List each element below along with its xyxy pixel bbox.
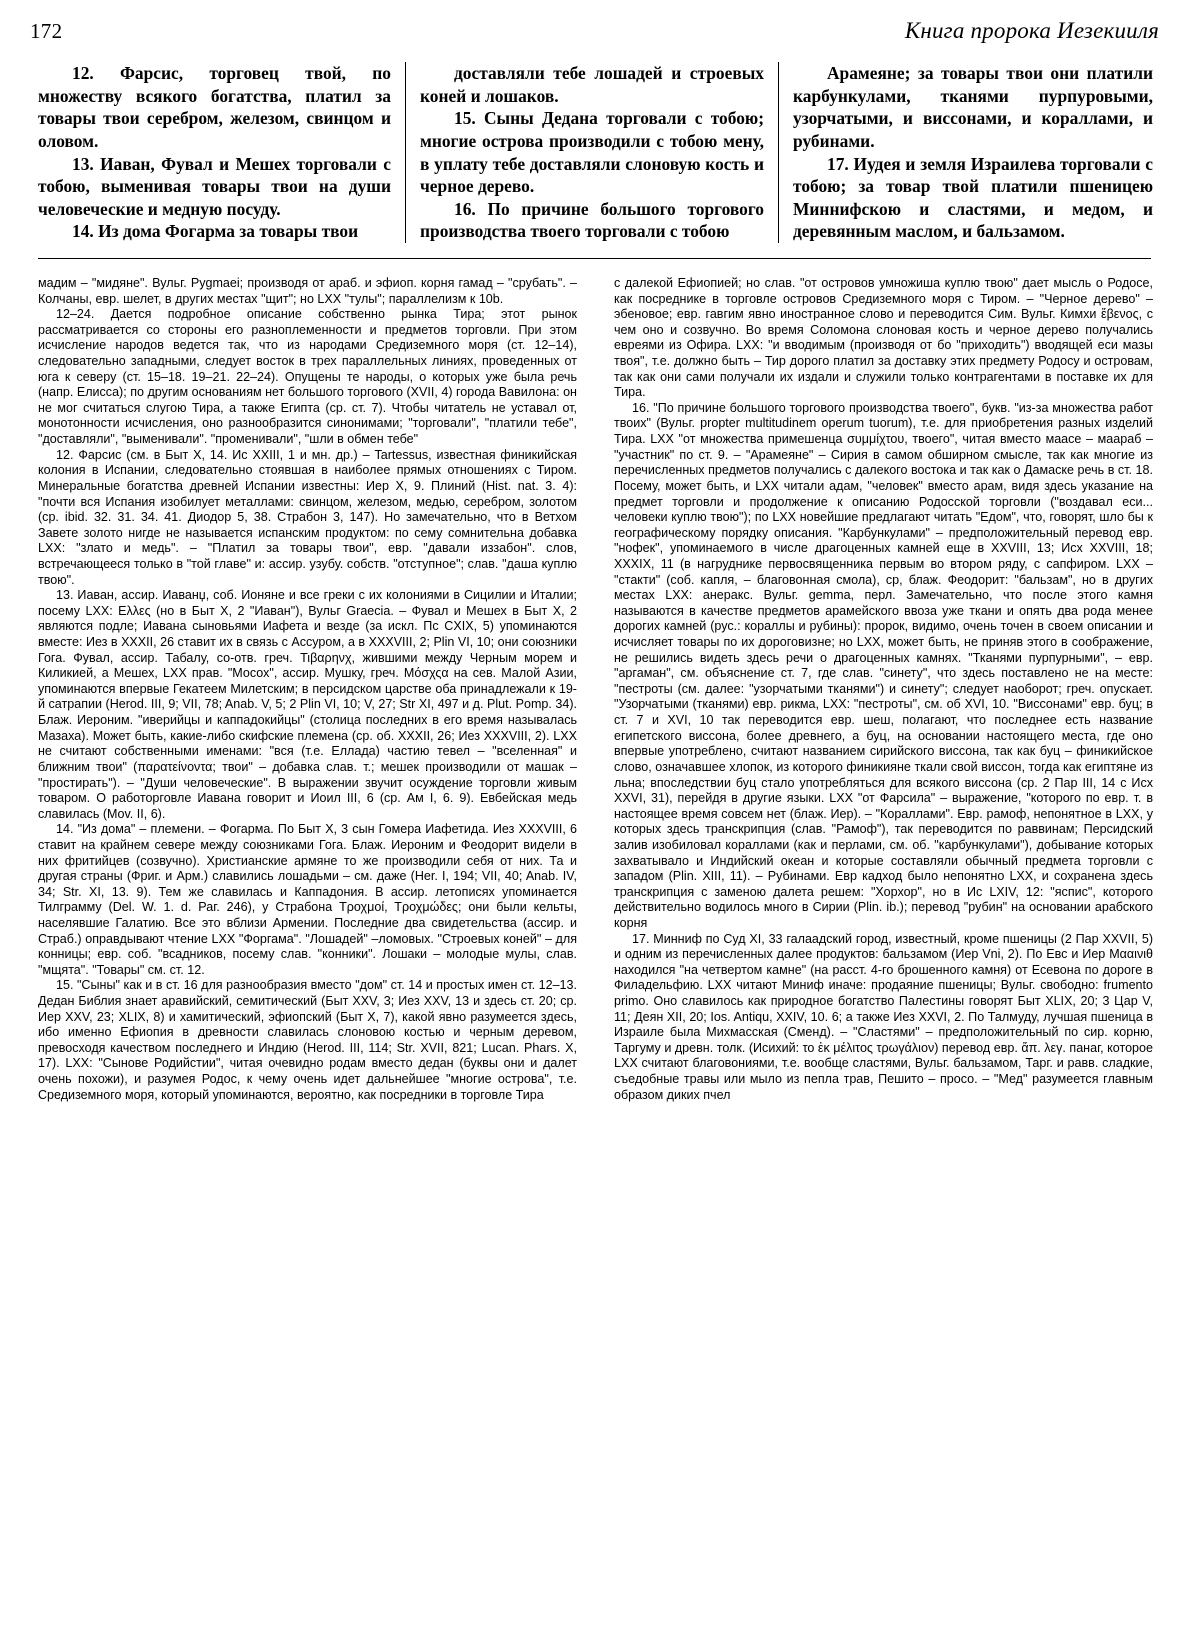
scripture-verse: 12. Фарсис, торговец твой, по множеству всякого богатства, платил за товары твои серебром, железом, свинцом и оловом.: [38, 63, 391, 151]
scripture-verse: 17. Иудея и земля Израилева торговали с тобою; за товар твой платили пшеницею Миннифскою и сластями, и медом, и деревянным маслом, и бальзамом.: [793, 153, 1153, 242]
scripture-verse: доставляли тебе лошадей и строевых коней и лошаков.: [420, 63, 764, 106]
commentary-paragraph: 15. "Сыны" как и в ст. 16 для разнообразия вместо "дом" ст. 14 и простых имен ст. 12–13. Дедан Библия знает аравийский, семитический (Быт XXV, 3; Иез XXV, 13 и здесь ст. 20; ср. Иер XXV, 23; XLIX, 8) и хамитический, эфиопский (Быт X, 7), какой явно разумеется здесь, ибо именно Ефиопия в древности славилась слоновою костью и черным деревом, превосходя качеством последнего и Индию (Herod. III, 114; Str. XVII, 821; Lucan. Phars. X, 17). LXX: "Сынове Родийстии", читая очевидно родам вместо дедан (буквы они и далет очень похожи), и разумея Родос, к чему очень идет дальнейшее "многие острова", т.е. Средиземного моря, который упоминаются, вероятно, как посредники в торговле Тира: [38, 978, 577, 1102]
commentary-paragraph: 17. Минниф по Суд XI, 33 галаадский город, известный, кроме пшеницы (2 Пар XXVII, 5) и одним из перечисленных далее продуктов: бальзамом (Иер Vni, 2). По Евс и Иер Μααινιθ находился "на четвертом камне" (на расст. 4-го брошенного камня) от Есевона по дороге в Филадельфию. LXX читают Миниф иначе: продаяние пшеницы; Вульг. свободно: frumento primo. Оно славилось как природное богатство Палестины говорят Быт XLIX, 20; 3 Цар V, 11; Деян XII, 20; Ios. Antiqu, XXIV, 10. 6; а также Иез XXVI, 2. По Талмуду, лучшая пшеница в Израиле была Михмасская (Сменд). – "Сластями" – предположительный по сир. корню, Таргуму и древн. толк. (Исихий: το ἐκ μέλιτος τρωγάλιον) перевод евр. ἅπ. λεγ. панаг, которое LXX считают благовониями, т.е. вообще сластями, Вульг. бальзамом, Тарг. и равв. сладкие, съедобные травы или мыло из пепла трав, Пешито – просо. – "Мед" разумеется главным образом диких пчел: [614, 931, 1153, 1102]
commentary-paragraph: 14. "Из дома" – племени. – Фогарма. По Быт X, 3 сын Гомера Иафетида. Иез XXXVIII, 6 ставит на крайнем севере между союзниками Гога. Блаж. Иероним и Феодорит видели в них фритийцев (созвучно). Христианские армяне то же производили себя от них. Та и другая страны (Фриг. и Арм.) славились лошадьми – см. даже (Her. I, 194; VII, 40; Anab. IV, 34; Str. XI, 13. 9). Тем же славилась и Каппадония. В ассир. летописях упоминается Тилграмму (Del. W. 1. d. Раг. 246), у Страбона Τροχμοί, Τροχμώδες; они были кельты, населявшие Галатию. Все это вблизи Армении. Последние два свидетельства (ассир. и Страб.) оправдывают чтение LXX "Форгама". "Лошадей" –ломовых. "Строевых коней" – для конницы; евр. соб. "всадников, посему слав. "конники". Лошаки – молодые мулы, слав. "мщята". "Товары" см. ст. 12.: [38, 822, 577, 977]
scripture-column-3: [779, 62, 1153, 243]
scripture-column-2: [405, 62, 779, 243]
commentary-block: [38, 276, 1153, 1103]
book-title: Книга пророка Иезекииля: [904, 18, 1159, 43]
scripture-column-1: [38, 62, 405, 243]
commentary-paragraph: 12–24. Дается подробное описание собственно рынка Тира; этот рынок рассматривается со стороны его разноплеменности и предметов торговли. При этом исчисление народов ведется так, что из народами Средиземного моря (ст. 12–14), следовательно западными, следует восток в трех параллельных линиях, проведенных от юга к северу (ст. 15–18. 19–21. 22–24). Опущены те народы, о которых уже была речь (напр. Елисса); по другим основаниям нет большого торгового (XVII, 4) города Вавилона: он не мог считаться слугою Тира, а также Египта (ср. ст. 7). Чтобы читатель не уставал от, монотонности исчисления, оно разнообразится синонимами; "торговали", "платили тебе", "доставляли", "выменивали". "променивали", "шли в обмен тебе": [38, 307, 577, 447]
commentary-paragraph: 12. Фарсис (см. в Быт X, 14. Ис XXIII, 1 и мн. др.) – Tartessus, известная финикийская колония в Испании, следовательно стоявшая в наиболее прямых отношениях с Тиром. Минеральные богатства древней Испании известны: Иер X, 9. Плиний (Hist. nat. 3. 4): "почти вся Испания изобилует металлами: свинцом, железом, медью, серебром, золотом (ср. ibid. 32. 31. 34. 41. Диодор 5, 38. Страбон 3, 147). Но замечательно, что в Ветхом Завете золото нигде не называется испанским продуктом: по сему сомнительна добавка LXX: "злато и медь". – "Платил за товары твои", евр. "давали иззабон". слов, встречающееся только в "той главе" и: ассир. узубу. собств. "отступное"; слав. "даша куплю твою".: [38, 447, 577, 587]
scripture-block: [38, 62, 1153, 243]
scripture-verse: 15. Сыны Дедана торговали с тобою; многие острова производили с тобою мену, в уплату тебе доставляли слоновую кость и черное дерево.: [420, 108, 764, 197]
scripture-verse: 14. Из дома Фогарма за товары твои: [72, 221, 359, 242]
scripture-verse: Арамеяне; за товары твои они платили карбункулами, тканями пурпуровыми, узорчатыми, и виссонами, и кораллами, и рубинами.: [793, 63, 1153, 151]
commentary-paragraph: 13. Иаван, ассир. Иаванџ, соб. Ионяне и все греки с их колониями в Сицилии и Италии; посему LXX: Ελλες (но в Быт X, 2 "Иаван"), Вульг Graecia. – Фувал и Мешех в Быт X, 2 являются подле; Иавана сыновьями Иафета и везде (за искл. Пс CXIX, 5) упоминаются вместе: Иез в XXXII, 26 ставит их в связь с Ассуром, а в XXXVIII, 2; Plin VI, 10; они союзники Гога. Фувал, ассир. Табалу, со-отв. греч. Τιβαρηνχ, жившими между Черным морем и Киликией, а Мешех, LXX прав. "Мосох", ассир. Мушку, греч. Μόσχςα на сев. Малой Азии, упоминаются впервые Гекатеем Милетским; в персидском царстве оба принадлежали к 19-й сатрапии (Herod. III, 9; VII, 78; Anab. V, 5; 2 Plin VI, 10; V, 27; Str XI, 497 и д. Plut. Pomp. 34). Блаж. Иероним. "иверийцы и каппадокийцы" (столица последних в его время называлась Мазаха). Может быть, какие-либо скифские племена (ср. об. XXXII, 26; Иез XXXVIII, 2). LXX не считают собственными именами: "вся (т.е. Еллада) частию тевел – "вселенная" и ближним твои" (παρατείνοντα; твои" – добавка слав. т.; мешек производили от машак – "простирать"). – "Души человеческие". В выражении звучит осуждение торговли живым товаром. О работорговле Иавана говорит и Иоил III, 6 (ср. Ам I, 6. 9). Евбейская медь славилась (Mov. II, 6).: [38, 588, 577, 821]
running-head: [30, 18, 1159, 44]
commentary-column-right: [614, 276, 1153, 1103]
commentary-paragraph: мадим – "мидяне". Вульг. Pygmaei; производя от араб. и эфиоп. корня гамад – "срубать". – Колчаны, евр. шелет, в других местах "щит"; но LXX "тулы"; параллелизм к 10b.: [38, 276, 577, 306]
scripture-verse: 16. По причине большого торгового производства твоего торговали с тобою: [420, 198, 764, 242]
scripture-verse: 13. Иаван, Фувал и Мешех торговали с тобою, выменивая товары твои на души человеческие и медную посуду.: [38, 153, 391, 219]
commentary-column-left: [38, 276, 577, 1103]
commentary-paragraph: 16. "По причине большого торгового производства твоего", букв. "из-за множества работ твоих" (Вульг. propter multitudinem operum tuorum), т.е. для приобретения разных изделий Тира. LXX "от множества примешенца συμμίχτου, твоего", читая вместо маасе – маараб – "участник" по ст. 9. – "Арамеяне" – Сирия в самом обширном смысле, так как многие из перечисленных предметов получались с далекого востока и так как о Дамаске речь в ст. 18. Посему, может быть, и LXX читали адам, "человек" вместо арам, видя здесь указание на предмет торговли и продолжение к описанию Родосской торговли ("воздавал еси... человеки куплю твою"); по LXX новейшие предлагают читать "Едом", что, говорят, шло бы к географическому порядку описания. "Карбункулами" – предположительный перевод евр. "нофек", упоминаемого в числе драгоценных камней еще в XXVIII, 13; Исх XXVIII, 18; XXXIX, 11 (в нагруднике первосвященника первым во втором ряду, с сапфиром. LXX – "стакти" (соб. капля, – благовонная смола), ср, блаж. Феодорит: "бальзам", но в других местах LXX: анеракс. Вульг. gemma, перл. Замечательно, что после этого камня называются в качестве предметов арамейского ввоза уже ткани и опять два рода менее дорогих камней (рус.: кораллы и рубины): пророк, видимо, очень точен в своем описании и исчисляет товары по их дороговизне; но LXX, может быть, не приняв этого в соображение, не решились видеть здесь речи о драгоценных камнях. "Тканями пурпурными", – евр. "аргаман", см. объяснение ст. 7, где слав. "синету", что здесь поставлено не на месте: "пестроты (см. далее: "узорчатыми тканями") и синету"; следует наоборот; греч. опускает. "Узорчатыми (тканями) евр. рикма, LXX: "пестроты", см. об XVI, 10. "Виссонами" евр. буц; в ст. 7 и XVI, 10 так переводится евр. шеш, полагают, что последнее есть название египетского виссона, более древнего, а буц, на основании настоящего места, где оно впервые употреблено, считают названием сирийского виссона, так как буц – финикийское слово, означавшее хлопок, из которого финикияне ткали свой виссон, тогда как египтяне из льна; впоследствии буц стало употребляться для всякого виссона (ср. 2 Пар III, 14 с Исх XXVI, 31), перейдя в другие языки. LXX "от Фарсила" – выражение, "которого по евр. т. в настоящее время совсем нет (блаж. Иер). – "Кораллами". Евр. рамоф, непонятное в LXX, у которых здесь транскрипция (слав. "Рамоф"), так переводится по раввинам; Персидский залив изобиловал кораллами (как и перлами, см. об. "карбункулами"), добывание которых захватывало и Индийский океан и которые составляли обычный предмета торговли с западом (Plin. XIII, 11). – Рубинами. Евр кадход было непонятно LXX, и сохранена здесь транскрипция с заменою далета решем: "Хорхор", но в Ис LXIV, 12: "яспис", которого действительно водилось много в Сирии (Plin. ib.); перевод "рубин" на основании арабского корня: [614, 400, 1153, 930]
page-number: 172: [30, 19, 63, 43]
commentary-paragraph: с далекой Ефиопией; но слав. "от островов умножиша куплю твою" дает мысль о Родосе, как посреднике в торговле островов Средиземного моря с Тиром. – "Черное дерево" – эбеновое; евр. гавгим явно иностранное слово и переводится Сим. Вульг. Кимхи ἔβενος, с чем оно и созвучно. Во время Соломона слоновая кость и черное дерево получались евреями из Офира. LXX: "и вводимым (производя от бо "приходить") вводящей еси мазы твоя", т.е. должно быть – Тир дорого платил за доставку этих предмету Родосу и островам, так как они сами получали их издали и служили только контрагентами в поставке их для Тира.: [614, 276, 1153, 400]
section-divider: [38, 258, 1151, 259]
